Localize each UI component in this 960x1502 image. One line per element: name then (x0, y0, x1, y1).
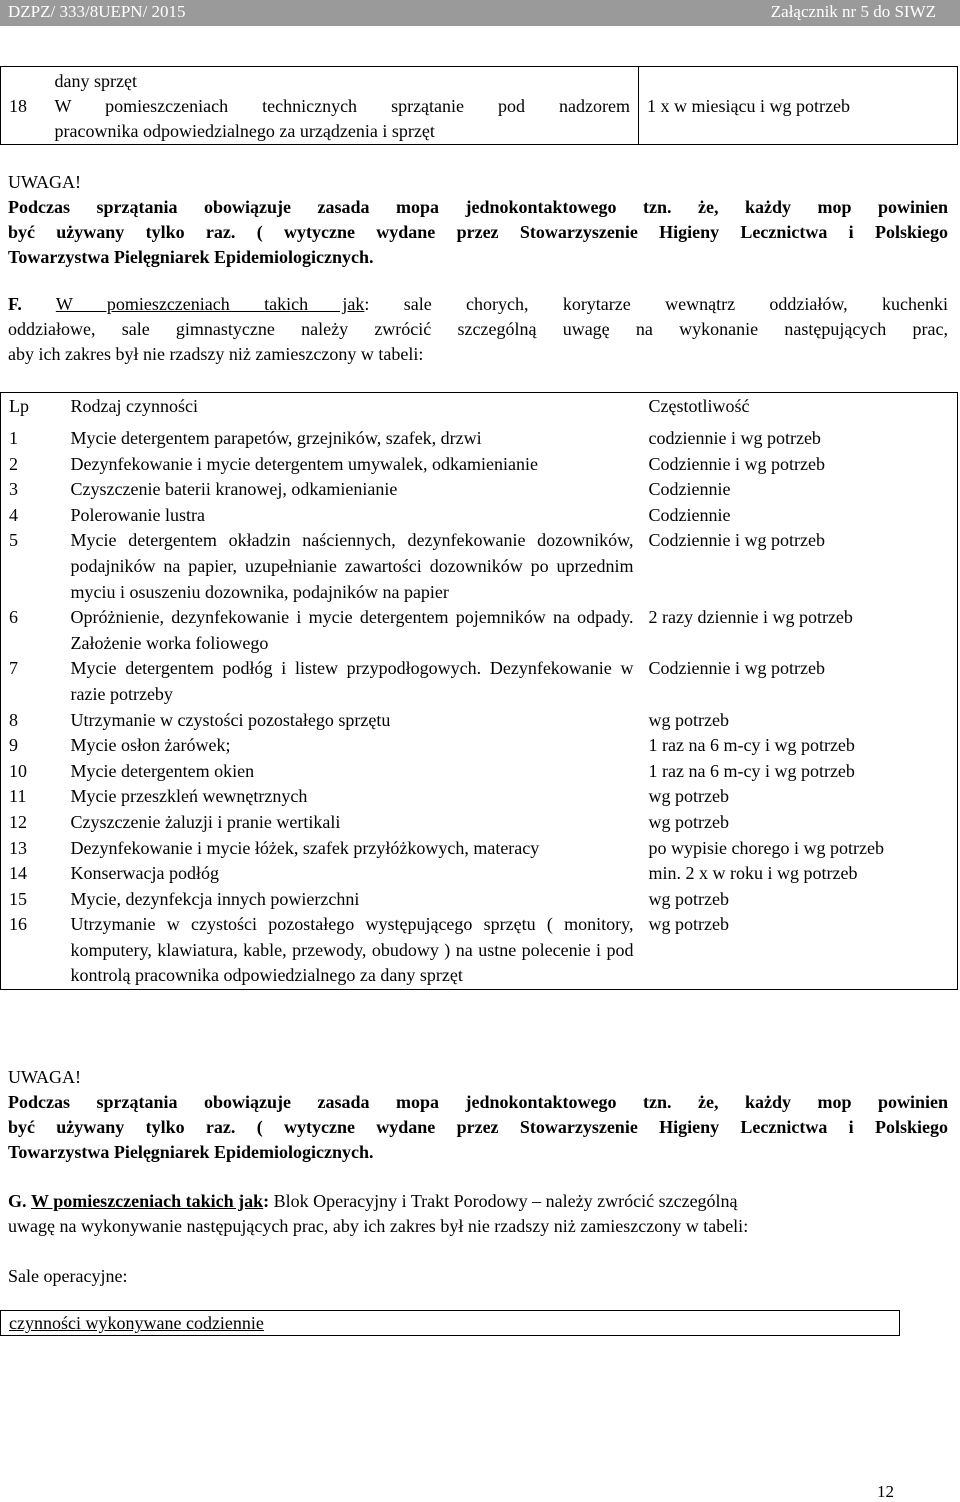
row-task: Czyszczenie żaluzji i pranie wertikali (70, 811, 341, 832)
table-row (1, 528, 958, 605)
row-frequency: wg potrzeb (648, 914, 729, 935)
section-heading: W pomieszczeniach takich jak (31, 1191, 264, 1211)
table-body (1, 426, 958, 990)
section-g-line: G. W pomieszczeniach takich jak: Blok Operacyjny i Trakt Porodowy – należy zwrócić szczególną (8, 1191, 738, 1211)
table-row (1, 733, 958, 759)
row-task: Mycie detergentem okien (70, 760, 255, 781)
section-letter: G. (8, 1191, 27, 1211)
page-header (0, 0, 960, 26)
section-f-line: F. W pomieszczeniach takich jak: sale chorych, korytarze wewnątrz oddziałów, kuchenki (8, 294, 948, 314)
row-frequency: codziennie i wg potrzeb (648, 428, 821, 448)
row-frequency: Codziennie (648, 504, 731, 525)
row-frequency: 1 raz na 6 m-cy i wg potrzeb (648, 735, 855, 756)
page-number: 12 (877, 1482, 894, 1501)
table-row (1, 477, 958, 503)
note-line: Towarzystwa Pielęgniarek Epidemiologicznych. (8, 1142, 374, 1162)
table-row (1, 708, 958, 734)
row-lp: 3 (9, 479, 18, 500)
note-title: UWAGA! (8, 172, 81, 192)
section-f-line: aby ich zakres był nie rzadszy niż zamieszczony w tabeli: (8, 344, 424, 364)
row-task: Mycie detergentem podłóg i listew przypodłogowych. Dezynfekowanie w razie potrzeby (70, 658, 634, 704)
cleaning-tasks-table (0, 392, 958, 990)
daily-tasks-table-header (0, 1310, 900, 1336)
section-heading: W pomieszczeniach takich jak (55, 294, 365, 314)
row-frequency: wg potrzeb (648, 888, 729, 909)
row-lp: 4 (9, 504, 18, 525)
table-row (1, 861, 958, 887)
annex-label: Załącznik nr 5 do SIWZ (770, 2, 936, 21)
table-row (1, 452, 958, 478)
row-lp: 11 (9, 786, 27, 807)
table-row (1, 912, 958, 989)
note-line: Podczas sprzątania obowiązuje zasada mopa jednokontaktowego tzn. że, każdy mop powinien (8, 1092, 948, 1112)
table-row (1, 656, 958, 707)
row-task: Konserwacja podłóg (70, 863, 219, 884)
row-task: Mycie, dezynfekcja innych powierzchni (70, 888, 360, 909)
daily-tasks-title: czynności wykonywane codziennie (9, 1313, 264, 1333)
table-row (1, 759, 958, 785)
row-frequency: 1 x w miesiącu i wg potrzeb (639, 67, 958, 145)
row-frequency: Codziennie i wg potrzeb (648, 530, 825, 551)
section-g-line: uwagę na wykonywanie następujących prac, aby ich zakres był nie rzadszy niż zamieszczony w tabeli: (8, 1216, 749, 1236)
row-task: Dezynfekowanie i mycie detergentem umywalek, odkamienianie (70, 453, 538, 474)
row-number (1, 67, 49, 145)
row-frequency: 2 razy dziennie i wg potrzeb (648, 607, 853, 628)
row-frequency: wg potrzeb (648, 811, 729, 832)
row-lp: 5 (9, 530, 18, 551)
row-task: Utrzymanie w czystości pozostałego sprzętu (70, 709, 391, 730)
row-frequency: Codziennie (648, 479, 731, 500)
header-frequency: Częstotliwość (648, 396, 750, 416)
row-task: Mycie przeszkleń wewnętrznych (70, 786, 308, 807)
row-frequency: wg potrzeb (648, 786, 729, 807)
note-title: UWAGA! (8, 1067, 81, 1087)
row-lp: 10 (9, 760, 27, 781)
note-line: Podczas sprzątania obowiązuje zasada mopa jednokontaktowego tzn. że, każdy mop powinien (8, 197, 948, 217)
sale-operacyjne-label: Sale operacyjne: (8, 1266, 128, 1286)
section-letter: F. (8, 294, 22, 314)
row-lp: 6 (9, 607, 18, 628)
table-row (1, 784, 958, 810)
row-frequency: wg potrzeb (648, 709, 729, 730)
row-task: Utrzymanie w czystości pozostałego występującego sprzętu ( monitory, komputery, klawiatura, kable, przewody, obudowy ) na ustne polecenie i pod kontrolą pracownika odpowiedzialnego za dany sprzęt (70, 914, 634, 986)
table-row (1, 605, 958, 656)
table-row (1, 810, 958, 836)
row-frequency: min. 2 x w roku i wg potrzeb (648, 863, 858, 884)
row-task: Czyszczenie baterii kranowej, odkamienianie (70, 479, 398, 500)
row-lp: 12 (9, 811, 27, 832)
row-lp: 1 (9, 428, 18, 448)
document-reference: DZPZ/ 333/8UEPN/ 2015 (8, 2, 186, 21)
row-task: Dezynfekowanie i mycie łóżek, szafek przyłóżkowych, materacy (70, 837, 540, 858)
row-lp: 16 (9, 914, 27, 935)
note-uwaga-1 (8, 170, 948, 270)
row-task: Polerowanie lustra (70, 504, 205, 525)
row-task: dany sprzęt W pomieszczeniach technicznych sprzątanie pod nadzorem pracownika odpowiedzialnego za urządzenia i sprzęt (54, 71, 630, 141)
section-g-intro (8, 1189, 948, 1239)
note-line: Towarzystwa Pielęgniarek Epidemiologicznych. (8, 247, 374, 267)
note-line: być używany tylko raz. ( wytyczne wydane przez Stowarzyszenie Higieny Lecznictwa i Polskiego (8, 1117, 948, 1137)
row-frequency: Codziennie i wg potrzeb (648, 658, 825, 679)
row-lp: 13 (9, 837, 27, 858)
header-lp: Lp (9, 396, 29, 416)
row-frequency: po wypisie chorego i wg potrzeb (648, 837, 884, 858)
table-row (1, 426, 958, 452)
row-task: Mycie detergentem okładzin naściennych, dezynfekowanie dozowników, podajników na papier, uzupełnianie zawartości dozowników po uprzednim myciu i osuszeniu dozownika, podajników na papier (70, 530, 634, 602)
note-line: być używany tylko raz. ( wytyczne wydane przez Stowarzyszenie Higieny Lecznictwa i Polskiego (8, 222, 948, 242)
row-lp: 9 (9, 735, 18, 756)
row-task: Mycie osłon żarówek; (70, 735, 231, 756)
section-f-intro (8, 292, 948, 367)
section-f-line: oddziałowe, sale gimnastyczne należy zwrócić szczególną uwagę na wykonanie następujących prac, (8, 319, 948, 339)
row-frequency: Codziennie i wg potrzeb (648, 453, 825, 474)
table-row (1, 67, 958, 145)
row-lp: 7 (9, 658, 18, 679)
table-row (1, 836, 958, 862)
table-row (1, 503, 958, 529)
row-lp: 8 (9, 709, 18, 730)
row-frequency: 1 raz na 6 m-cy i wg potrzeb (648, 760, 855, 781)
row-task: Mycie detergentem parapetów, grzejników, szafek, drzwi (70, 428, 482, 448)
row-lp: 18 (9, 96, 27, 116)
header-task: Rodzaj czynności (70, 396, 198, 416)
row-lp: 14 (9, 863, 27, 884)
table-row (1, 887, 958, 913)
table-header-row (1, 393, 958, 422)
row-lp: 2 (9, 453, 18, 474)
note-uwaga-2 (8, 1065, 948, 1165)
row-task: Opróżnienie, dezynfekowanie i mycie detergentem pojemników na odpady. Założenie worka foliowego (70, 607, 634, 653)
row-lp: 15 (9, 888, 27, 909)
top-table-fragment (0, 66, 958, 145)
